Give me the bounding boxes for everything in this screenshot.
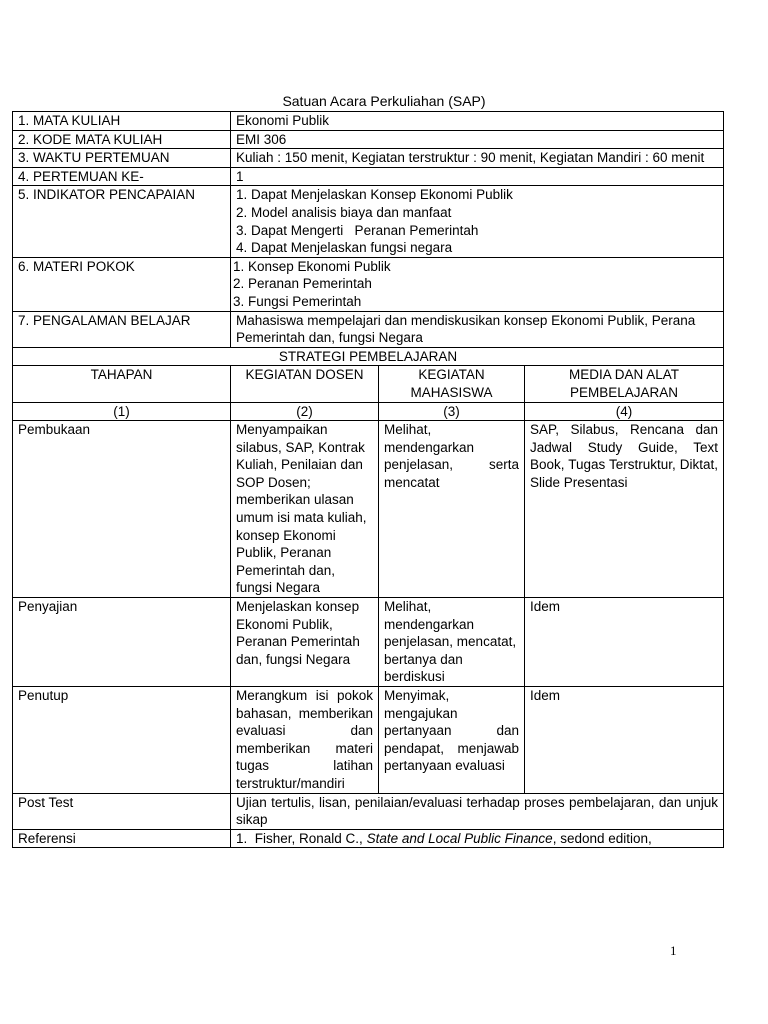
indikator-label: 5. INDIKATOR PENCAPAIAN bbox=[13, 186, 231, 257]
post-test-label: Post Test bbox=[13, 793, 231, 829]
info-row-waktu bbox=[13, 149, 724, 168]
indikator-list bbox=[231, 186, 724, 257]
referensi-prefix: 1. Fisher, Ronald C., bbox=[236, 830, 367, 846]
strategi-number-row bbox=[13, 402, 724, 421]
tahap-cell: Penyajian bbox=[13, 598, 231, 687]
mahasiswa-cell: Melihat, mendengarkan penjelasan, mencatat, bertanya dan berdiskusi bbox=[379, 598, 525, 687]
materi-row bbox=[13, 257, 724, 311]
mahasiswa-cell: Melihat, mendengarkan penjelasan, serta mencatat bbox=[379, 421, 525, 598]
referensi-row bbox=[13, 829, 724, 848]
column-number: (3) bbox=[379, 402, 525, 421]
pengalaman-value: Mahasiswa mempelajari dan mendiskusikan konsep Ekonomi Publik, Perana Pemerintah dan, fungsi Negara bbox=[231, 311, 724, 347]
indikator-item: 2. Model analisis biaya dan manfaat bbox=[236, 204, 452, 220]
column-header-dosen: KEGIATAN DOSEN bbox=[231, 366, 379, 402]
strategi-heading-row bbox=[13, 347, 724, 366]
media-cell: Idem bbox=[525, 598, 724, 687]
info-row-mata-kuliah bbox=[13, 112, 724, 131]
column-header-media: MEDIA DAN ALAT PEMBELAJARAN bbox=[525, 366, 724, 402]
sap-table bbox=[12, 111, 724, 848]
column-header-tahapan: TAHAPAN bbox=[13, 366, 231, 402]
referensi-label: Referensi bbox=[13, 829, 231, 848]
materi-list bbox=[231, 257, 724, 311]
info-label: 1. MATA KULIAH bbox=[13, 112, 231, 131]
materi-item: 2. Peranan Pemerintah bbox=[233, 276, 372, 292]
strategi-header-row bbox=[13, 366, 724, 402]
tahap-cell: Penutup bbox=[13, 687, 231, 794]
materi-item: 1. Konsep Ekonomi Publik bbox=[233, 258, 391, 274]
strategi-row-penutup bbox=[13, 687, 724, 794]
indikator-item: 3. Dapat Mengerti Peranan Pemerintah bbox=[236, 222, 479, 238]
referensi-suffix: , sedond edition, bbox=[552, 830, 652, 846]
page-number: 1 bbox=[670, 943, 677, 958]
page-title: Satuan Acara Perkuliahan (SAP) bbox=[282, 93, 486, 109]
media-cell: Idem bbox=[525, 687, 724, 794]
tahap-cell: Pembukaan bbox=[13, 421, 231, 598]
column-header-mahasiswa: KEGIATAN MAHASISWA bbox=[379, 366, 525, 402]
info-label: 2. KODE MATA KULIAH bbox=[13, 130, 231, 149]
info-value: EMI 306 bbox=[231, 130, 724, 149]
referensi-value bbox=[231, 829, 724, 848]
info-row-pertemuan bbox=[13, 167, 724, 186]
strategi-row-pembukaan bbox=[13, 421, 724, 598]
strategi-row-penyajian bbox=[13, 598, 724, 687]
pengalaman-label: 7. PENGALAMAN BELAJAR bbox=[13, 311, 231, 347]
indikator-item: 4. Dapat Menjelaskan fungsi negara bbox=[236, 240, 453, 256]
info-value: Kuliah : 150 menit, Kegiatan terstruktur : 90 menit, Kegiatan Mandiri : 60 menit bbox=[231, 149, 724, 168]
dosen-cell: Menyampaikan silabus, SAP, Kontrak Kuliah, Penilaian dan SOP Dosen; memberikan ulasan umum isi mata kuliah, konsep Ekonomi Publik, Peranan Pemerintah dan, fungsi Negara bbox=[231, 421, 379, 598]
info-row-kode bbox=[13, 130, 724, 149]
media-cell: SAP, Silabus, Rencana dan Jadwal Study Guide, Text Book, Tugas Terstruktur, Diktat, Slide Presentasi bbox=[525, 421, 724, 598]
info-value: 1 bbox=[231, 167, 724, 186]
info-label: 4. PERTEMUAN KE- bbox=[13, 167, 231, 186]
indikator-row bbox=[13, 186, 724, 257]
post-test-row bbox=[13, 793, 724, 829]
column-number: (1) bbox=[13, 402, 231, 421]
strategi-heading: STRATEGI PEMBELAJARAN bbox=[13, 347, 724, 366]
mahasiswa-cell: Menyimak, mengajukan pertanyaan dan pendapat, menjawab pertanyaan evaluasi bbox=[379, 687, 525, 794]
referensi-book-title: State and Local Public Finance bbox=[366, 830, 553, 846]
dosen-cell: Menjelaskan konsep Ekonomi Publik, Peranan Pemerintah dan, fungsi Negara bbox=[231, 598, 379, 687]
info-label: 3. WAKTU PERTEMUAN bbox=[13, 149, 231, 168]
column-number: (2) bbox=[231, 402, 379, 421]
materi-item: 3. Fungsi Pemerintah bbox=[233, 293, 362, 309]
dosen-cell: Merangkum isi pokok bahasan, memberikan evaluasi dan memberikan materi tugas latihan terstruktur/mandiri bbox=[231, 687, 379, 794]
post-test-value: Ujian tertulis, lisan, penilaian/evaluasi terhadap proses pembelajaran, dan unjuk sikap bbox=[231, 793, 724, 829]
materi-label: 6. MATERI POKOK bbox=[13, 257, 231, 311]
info-value: Ekonomi Publik bbox=[231, 112, 724, 131]
column-number: (4) bbox=[525, 402, 724, 421]
pengalaman-row bbox=[13, 311, 724, 347]
indikator-item: 1. Dapat Menjelaskan Konsep Ekonomi Publik bbox=[236, 187, 513, 203]
